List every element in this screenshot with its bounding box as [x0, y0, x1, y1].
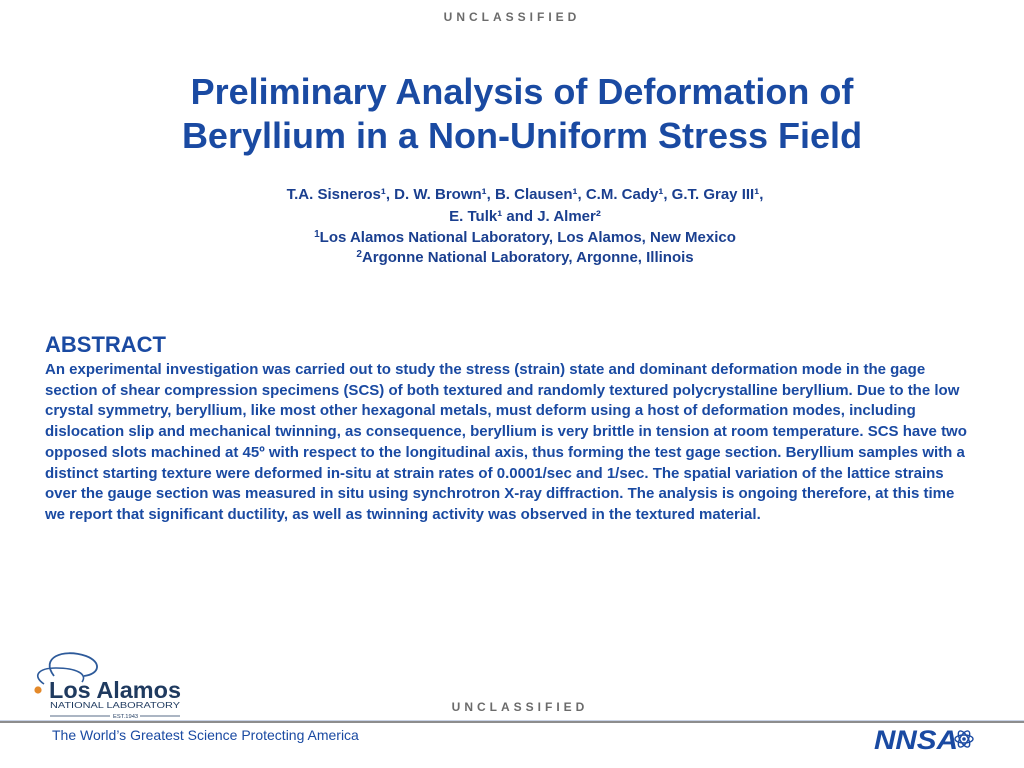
atom-nucleus-icon [34, 686, 41, 693]
author-line-2: E. Tulk¹ and J. Almer² [449, 208, 601, 225]
affiliation-1-text: Los Alamos National Laboratory, Los Alamos, New Mexico [319, 229, 736, 246]
title-line-2: Beryllium in a Non-Uniform Stress Field [181, 115, 863, 156]
classification-banner-top: UNCLASSIFIED [443, 10, 581, 24]
document-title [0, 70, 1024, 158]
affiliation-1 [0, 228, 1024, 248]
title-line-1: Preliminary Analysis of Deformation of [190, 71, 854, 112]
affiliation-2-text: Argonne National Laboratory, Argonne, Illinois [361, 249, 694, 266]
abstract-body: An experimental investigation was carried out to study the stress (strain) state and dominant deformation mode in the gage section of shear compression specimens (SCS) of both textured and randomly textured polycrystalline beryllium. Due to the low crystal symmetry, beryllium, like most other hexagonal metals, must deform using a host of deformation modes, including dislocation slip and mechanical twinning, as consequence, beryllium is very brittle in tension at room temperature. SCS have two opposed slots machined at 45º with respect to the longitudinal axis, thus forming the test gage section. Beryllium samples with a distinct starting texture were deformed in-situ at strain rates of 0.0001/sec and 1/sec. The spatial variation of the lattice strains over the gauge section was measured in situ using synchrotron X-ray diffraction. The analysis is ongoing therefore, at this time we report that significant ductility, as well as twinning activity was observed in the textured material. [45, 361, 967, 523]
nnsa-logo [872, 720, 978, 756]
logo-name: Los Alamos [49, 677, 181, 703]
atom-orbit-1-icon [50, 653, 97, 676]
author-line-1: T.A. Sisneros¹, D. W. Brown¹, B. Clausen¹, C.M. Cady¹, G.T. Gray III¹, [286, 186, 764, 203]
nnsa-wordmark: NNSA [874, 725, 958, 755]
affiliation-1-mark: 1 [314, 229, 320, 240]
footer-tagline: The World’s Greatest Science Protecting America [52, 727, 359, 743]
affiliation-2 [0, 248, 1024, 268]
author-block [0, 184, 1024, 268]
logo-est: EST.1943 [113, 714, 139, 720]
abstract-heading: ABSTRACT [45, 332, 166, 357]
footer-rule [0, 721, 1024, 723]
classification-banner-bottom: UNCLASSIFIED [451, 700, 589, 714]
affiliation-2-mark: 2 [356, 249, 362, 260]
logo-subtitle: NATIONAL LABORATORY [50, 701, 182, 710]
